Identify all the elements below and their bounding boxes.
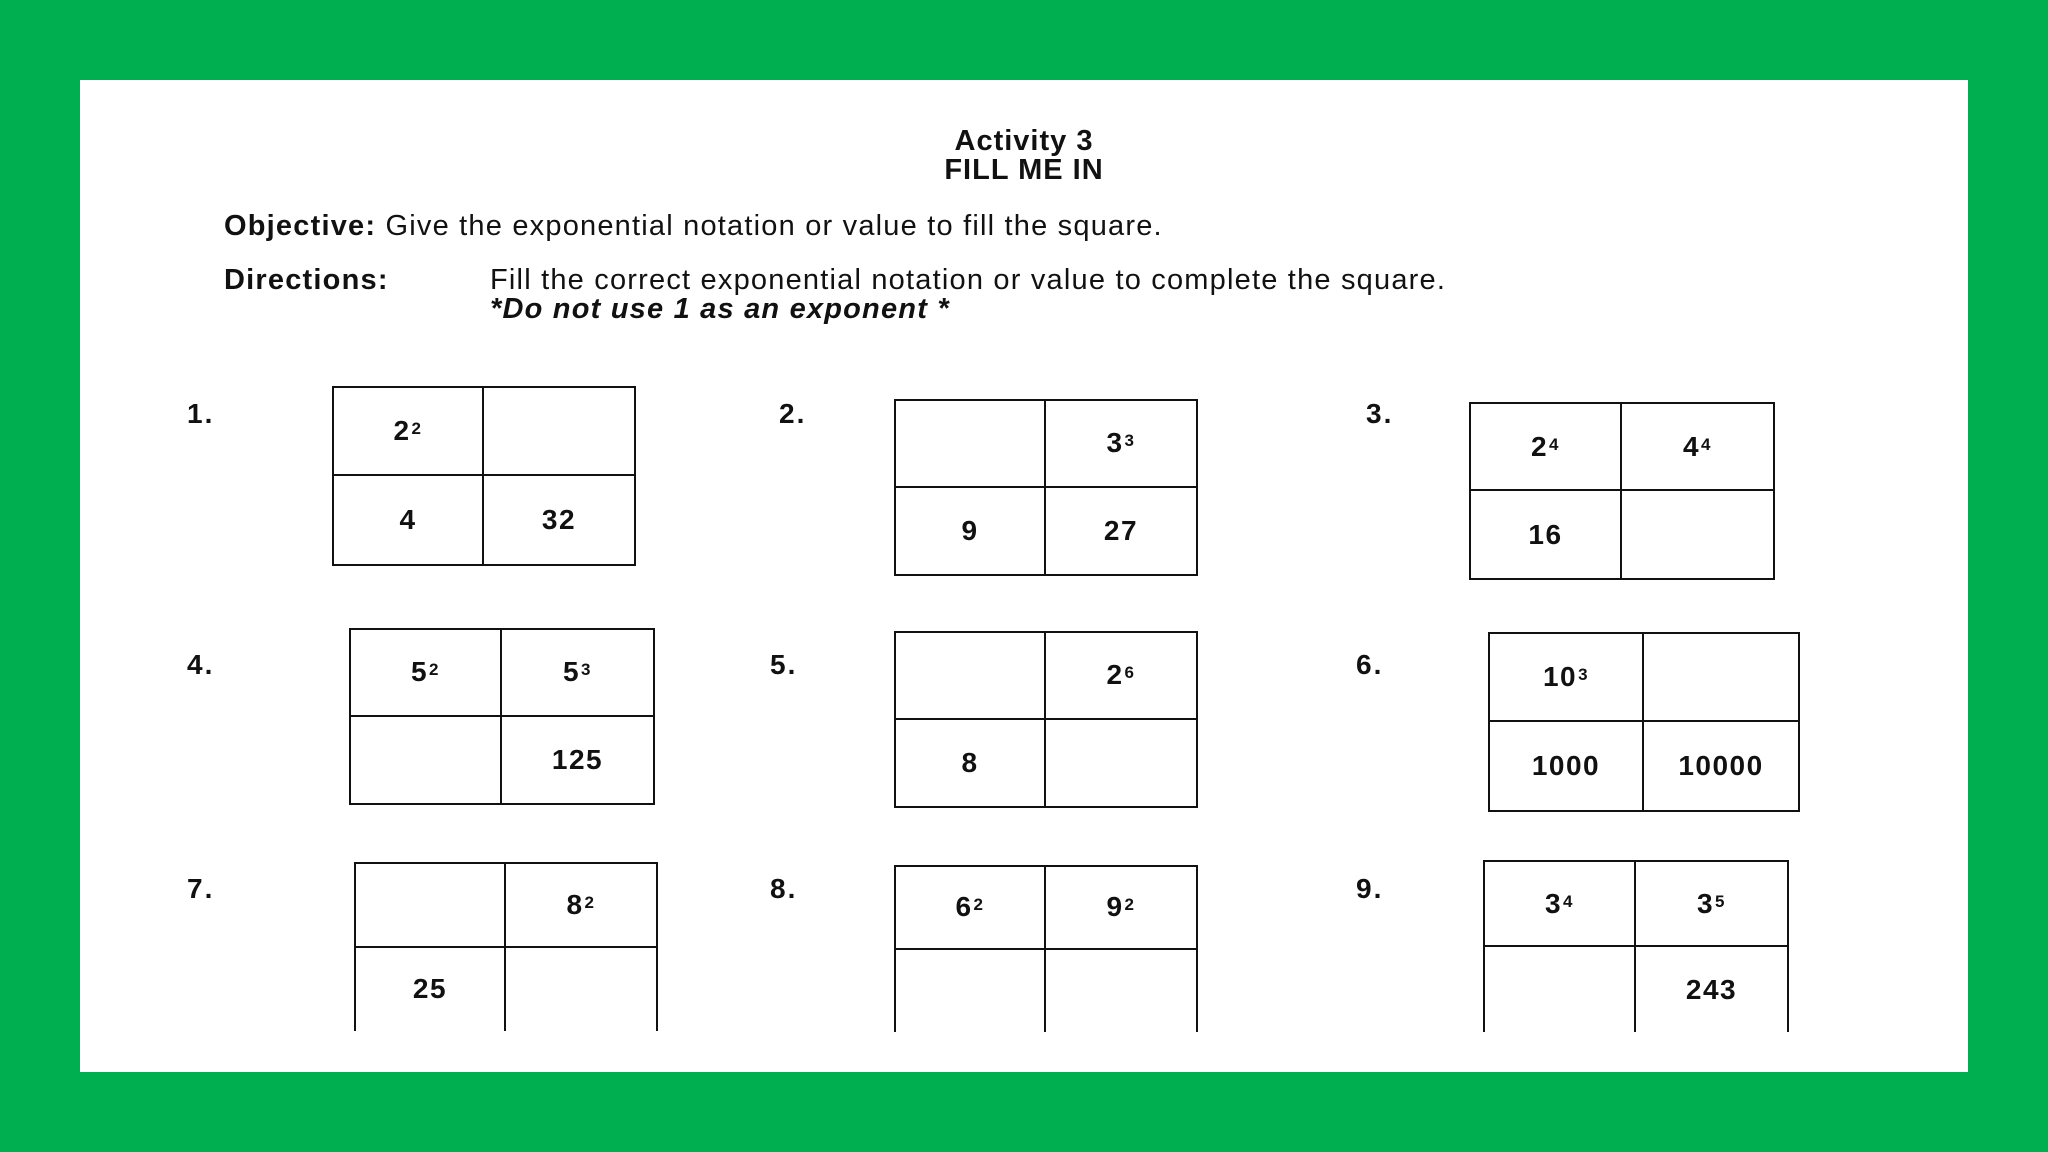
- cell-exponent: 2: [584, 892, 596, 912]
- blank-cell[interactable]: [1046, 950, 1196, 1033]
- directions-note: *Do not use 1 as an exponent *: [490, 293, 950, 325]
- square-cell: [1490, 722, 1644, 810]
- square-cell: [1490, 634, 1644, 722]
- square-cell: [1471, 404, 1622, 491]
- blank-cell[interactable]: [896, 633, 1046, 720]
- cell-exponent: 4: [1563, 891, 1575, 911]
- cell-value: 1000: [1531, 750, 1601, 781]
- cell-base: 2: [393, 415, 411, 446]
- cell-value: 4: [399, 504, 417, 535]
- objective-line: [224, 210, 1163, 243]
- blank-cell[interactable]: [1644, 634, 1798, 722]
- square-grid: [894, 631, 1198, 808]
- problem-number: 8.: [770, 873, 798, 904]
- blank-cell[interactable]: [896, 401, 1046, 488]
- blank-cell[interactable]: [484, 388, 634, 476]
- cell-base: 10: [1542, 661, 1578, 692]
- square-cell: [1046, 633, 1196, 720]
- cell-exponent: 2: [429, 660, 441, 680]
- directions-text: Fill the correct exponential notation or value to complete the square.: [490, 264, 1447, 296]
- square-cell: [356, 948, 506, 1032]
- cell-base: 2: [1530, 430, 1549, 462]
- cell-exponent: 3: [1124, 431, 1136, 451]
- cell-value: 10000: [1678, 750, 1764, 781]
- activity-subtitle: FILL ME IN: [944, 154, 1104, 186]
- objective-text: Give the exponential notation or value to fill the square.: [385, 210, 1163, 242]
- cell-base: 5: [410, 656, 429, 688]
- square-cell: [502, 630, 653, 717]
- blank-cell[interactable]: [356, 864, 506, 948]
- square-cell: [502, 717, 653, 804]
- cell-exponent: 6: [1124, 663, 1136, 683]
- square-cell: [896, 488, 1046, 575]
- cell-exponent: 5: [1715, 891, 1727, 911]
- cell-base: 2: [1106, 659, 1124, 691]
- square-grid: [349, 628, 655, 805]
- cell-exponent: 4: [1549, 434, 1561, 454]
- activity-title: Activity 3: [954, 125, 1094, 157]
- problem-number: 1.: [187, 398, 215, 429]
- problem-number: 4.: [187, 649, 215, 680]
- square-cell: [1644, 722, 1798, 810]
- cell-exponent: 2: [1124, 895, 1136, 915]
- blank-cell[interactable]: [1622, 491, 1773, 578]
- cell-exponent: 2: [973, 895, 985, 915]
- directions-label: Directions:: [224, 264, 389, 296]
- square-cell: [1636, 862, 1787, 947]
- problem-number: 5.: [770, 649, 798, 680]
- problem-number: 7.: [187, 873, 215, 904]
- worksheet: [80, 80, 1968, 1072]
- square-cell: [1636, 947, 1787, 1032]
- square-grid: [1469, 402, 1775, 580]
- cell-base: 3: [1106, 427, 1124, 459]
- cell-base: 3: [1696, 887, 1715, 919]
- square-cell: [1046, 488, 1196, 575]
- cell-base: 5: [562, 656, 581, 688]
- square-cell: [484, 476, 634, 564]
- cell-value: 9: [961, 514, 979, 546]
- square-grid: [894, 865, 1198, 1032]
- square-cell: [1046, 867, 1196, 950]
- blank-cell[interactable]: [896, 950, 1046, 1033]
- square-cell: [351, 630, 502, 717]
- objective-label: Objective:: [224, 210, 377, 242]
- cell-value: 32: [541, 504, 577, 535]
- cell-value: 25: [412, 973, 448, 1005]
- blank-cell[interactable]: [1046, 720, 1196, 807]
- cell-value: 8: [961, 746, 979, 778]
- blank-cell[interactable]: [506, 948, 656, 1032]
- square-cell: [896, 720, 1046, 807]
- cell-base: 9: [1106, 891, 1124, 923]
- square-cell: [896, 867, 1046, 950]
- cell-base: 8: [566, 888, 584, 920]
- square-cell: [506, 864, 656, 948]
- problem-number: 3.: [1366, 398, 1394, 429]
- square-grid: [354, 862, 658, 1031]
- square-grid: [1483, 860, 1789, 1032]
- cell-value: 16: [1528, 518, 1563, 550]
- cell-base: 4: [1682, 430, 1701, 462]
- square-grid: [1488, 632, 1800, 812]
- square-cell: [1471, 491, 1622, 578]
- square-cell: [1622, 404, 1773, 491]
- cell-base: 3: [1544, 887, 1563, 919]
- square-cell: [1485, 862, 1636, 947]
- cell-exponent: 4: [1701, 434, 1713, 454]
- square-grid: [332, 386, 636, 566]
- problem-number: 2.: [779, 398, 807, 429]
- square-grid: [894, 399, 1198, 576]
- problem-number: 6.: [1356, 649, 1384, 680]
- square-cell: [334, 388, 484, 476]
- cell-exponent: 3: [1578, 665, 1590, 684]
- cell-value: 27: [1103, 514, 1139, 546]
- square-cell: [1046, 401, 1196, 488]
- blank-cell[interactable]: [1485, 947, 1636, 1032]
- cell-base: 6: [955, 891, 973, 923]
- blank-cell[interactable]: [351, 717, 502, 804]
- square-cell: [334, 476, 484, 564]
- cell-exponent: 2: [411, 419, 423, 438]
- problem-number: 9.: [1356, 873, 1384, 904]
- cell-value: 243: [1685, 973, 1738, 1005]
- cell-value: 125: [551, 743, 604, 775]
- cell-exponent: 3: [581, 660, 593, 680]
